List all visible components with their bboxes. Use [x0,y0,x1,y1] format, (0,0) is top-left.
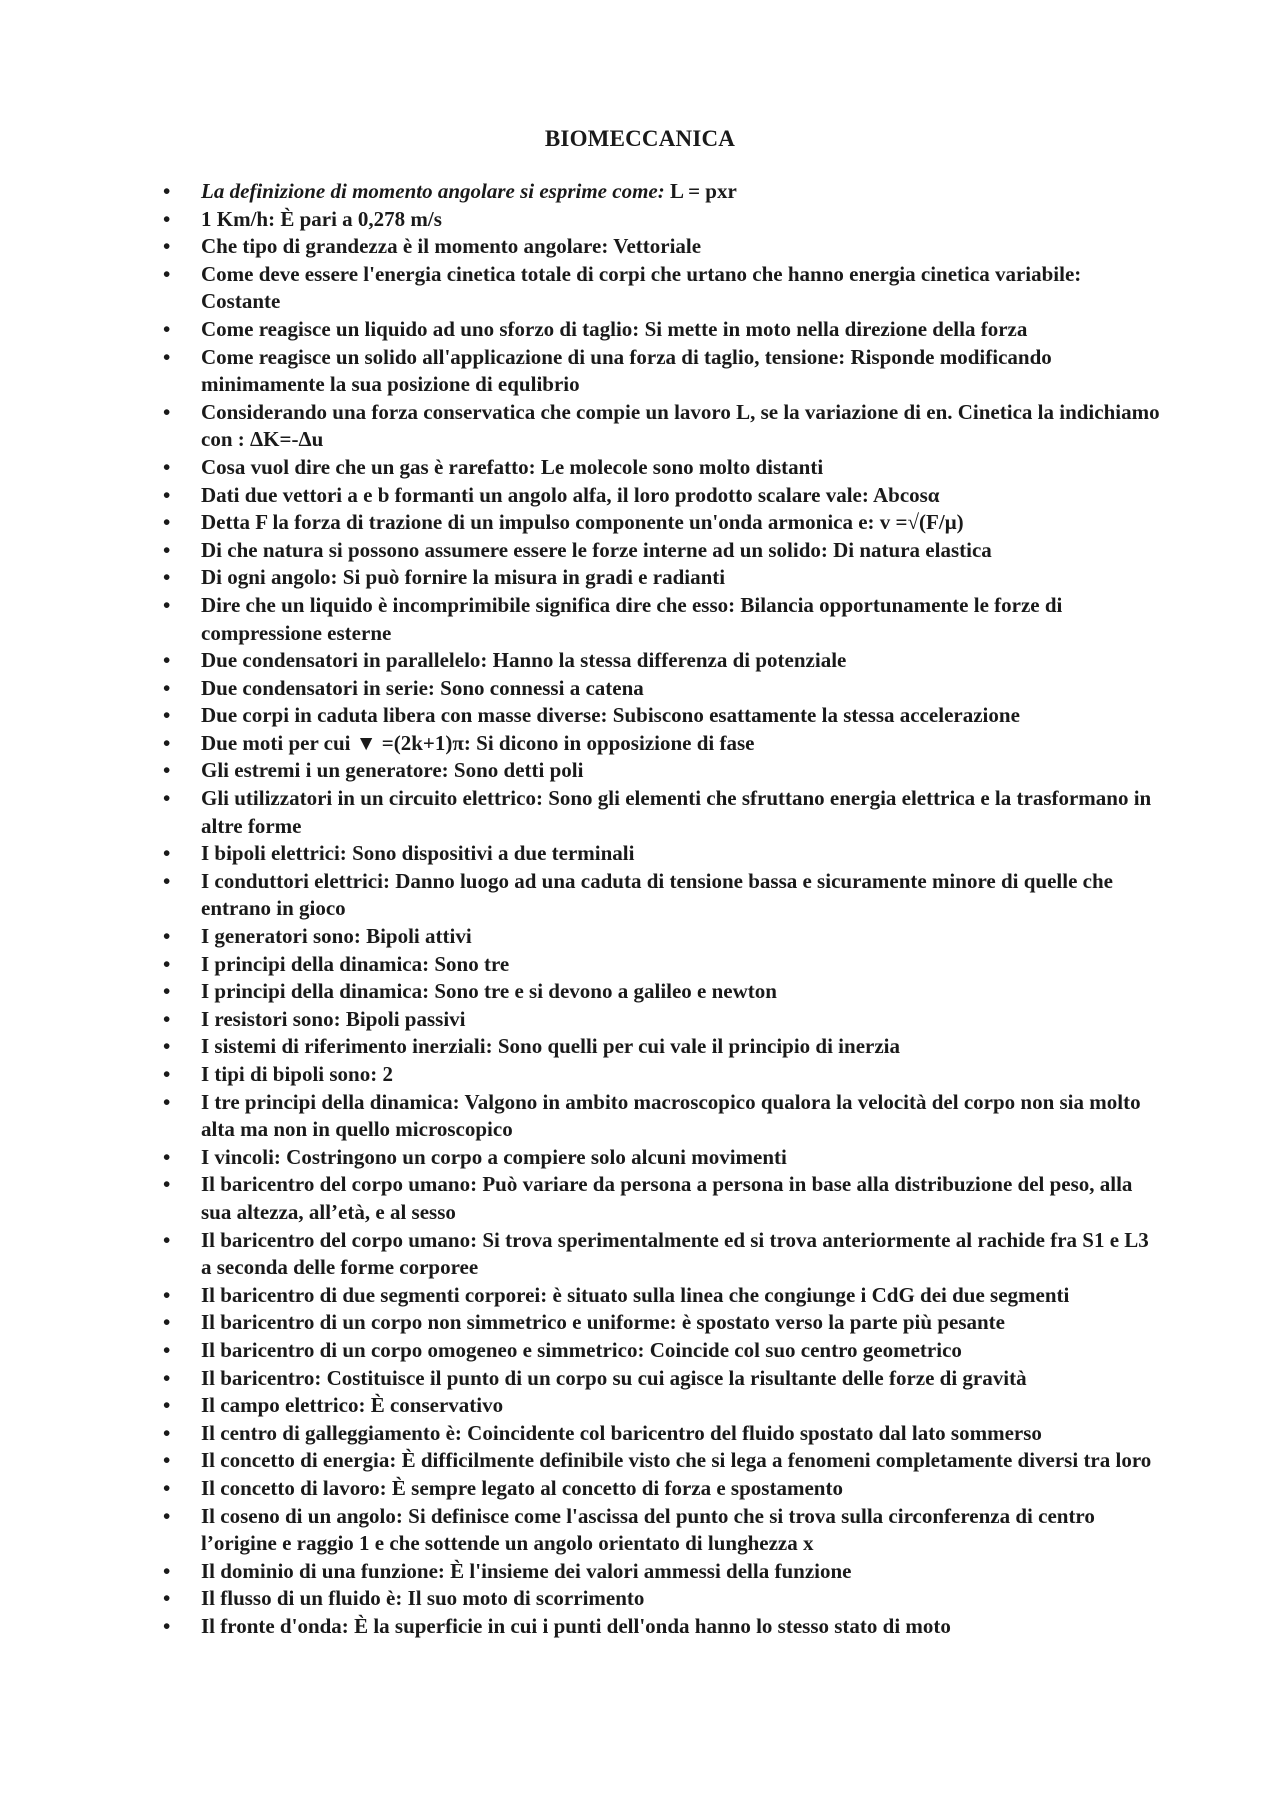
list-item [163,1420,1163,1448]
answer-text: Bilancia opportunamente le forze di compressione esterne [201,592,1063,645]
question-text: Due condensatori in parallelelo: [201,648,488,673]
question-text: Dati due vettori a e b formanti un angolo alfa, il loro prodotto scalare vale: [201,482,869,507]
list-item [163,1006,1163,1034]
answer-text: Di natura elastica [833,537,992,562]
question-text: Il centro di galleggiamento è: [201,1420,462,1445]
list-item [163,1171,1163,1226]
list-item [163,564,1163,592]
answer-text: Si può fornire la misura in gradi e radianti [342,565,726,590]
list-item [163,1558,1163,1586]
list-item [163,923,1163,951]
question-text: Due condensatori in serie: [201,675,435,700]
list-item [163,978,1163,1006]
question-text: Il baricentro del corpo umano: [201,1172,478,1197]
question-text: Detta F la forza di trazione di un impulso componente un'onda armonica e: [201,510,875,535]
question-text: I conduttori elettrici: [201,868,390,893]
answer-text: È sempre legato al concetto di forza e spostamento [391,1475,843,1500]
list-item [163,868,1163,923]
answer-text: Sono connessi a catena [440,675,644,700]
list-item [163,233,1163,261]
question-text: I bipoli elettrici: [201,841,347,866]
question-text: La definizione di momento angolare si esprime come: [201,179,665,203]
list-item [163,1061,1163,1089]
question-text: Due moti per cui ▼ =(2k+1)π: [201,730,471,755]
question-text: Di che natura si possono assumere essere le forze interne ad un solido: [201,537,828,562]
list-item [163,1365,1163,1393]
list-item [163,702,1163,730]
list-item [163,399,1163,454]
question-text: Cosa vuol dire che un gas è rarefatto: [201,454,536,479]
list-item [163,1585,1163,1613]
list-item [163,592,1163,647]
answer-text: Sono quelli per cui vale il principio di inerzia [497,1034,900,1059]
question-text: Il baricentro di un corpo non simmetrico e uniforme: [201,1310,677,1335]
answer-text: È difficilmente definibile visto che si lega a fenomeni completamente diversi tra loro [401,1448,1152,1473]
list-item [163,675,1163,703]
question-text: I resistori sono: [201,1006,341,1031]
answer-text: Coincide col suo centro geometrico [649,1337,962,1362]
answer-text: 2 [382,1062,393,1086]
answer-text: Si trova sperimentalmente ed si trova anteriormente al rachide fra S1 e L3 a seconda delle forme corporee [201,1227,1149,1280]
answer-text: Si definisce come l'ascissa del punto che si trova sulla circonferenza di centro l’origine e raggio 1 e che sottende un angolo orientato di lunghezza x [201,1503,1095,1556]
question-text: I principi della dinamica: [201,951,430,976]
list-item [163,647,1163,675]
list-item [163,1475,1163,1503]
list-item [163,261,1163,316]
answer-text: Risponde modificando minimamente la sua posizione di equlibrio [201,344,1052,397]
question-text: Il flusso di un fluido è: [201,1586,403,1611]
question-text: Il baricentro di due segmenti corporei: [201,1282,548,1307]
question-text: Come reagisce un solido all'applicazione di una forza di taglio, tensione: [201,344,846,369]
answer-text: Sono tre e si devono a galileo e newton [434,979,777,1004]
list-item [163,1392,1163,1420]
question-text: Il concetto di lavoro: [201,1475,387,1500]
question-text: Di ogni angolo: [201,565,338,590]
list-item [163,206,1163,234]
question-text: Il fronte d'onda: [201,1613,349,1638]
question-text: Il concetto di energia: [201,1448,397,1473]
answer-text: È l'insieme dei valori ammessi della funzione [450,1558,852,1583]
list-item [163,316,1163,344]
answer-text: Si dicono in opposizione di fase [476,730,755,755]
answer-text: è spostato verso la parte più pesante [681,1310,1005,1335]
question-text: Come deve essere l'energia cinetica totale di corpi che urtano che hanno energia cinetica variabile: [201,261,1082,286]
answer-text: Hanno la stessa differenza di potenziale [492,648,847,673]
question-text: Il baricentro di un corpo omogeneo e simmetrico: [201,1337,645,1362]
answer-text: Sono gli elementi che sfruttano energia elettrica e la trasformano in altre forme [201,786,1152,838]
answer-text: v =√(F/μ) [879,510,964,535]
question-text: Il baricentro del corpo umano: [201,1227,478,1252]
list-item [163,482,1163,510]
list-item [163,1337,1163,1365]
list-item [163,840,1163,868]
question-text: I principi della dinamica: [201,979,430,1004]
list-item [163,1309,1163,1337]
list-item [163,1282,1163,1310]
question-text: I sistemi di riferimento inerziali: [201,1034,493,1059]
answer-text: è situato sulla linea che congiunge i CdG dei due segmenti [552,1282,1070,1307]
answer-text: Il suo moto di scorrimento [407,1586,645,1611]
list-item [163,951,1163,979]
answer-text: È la superficie in cui i punti dell'onda hanno lo stesso stato di moto [354,1613,951,1638]
question-text: Considerando una forza conservatica che compie un lavoro L, se la variazione di en. Cinetica la indichiamo con : [201,399,1160,452]
list-item [163,1447,1163,1475]
list-item [163,1089,1163,1144]
answer-text: Valgono in ambito macroscopico qualora la velocità del corpo non sia molto alta ma non in quello microscopico [201,1089,1141,1142]
question-text: Che tipo di grandezza è il momento angolare: [201,234,609,259]
answer-text: Sono tre [434,951,510,976]
answer-text: Costante [201,289,281,314]
question-text: Il baricentro: [201,1365,322,1390]
answer-text: L = pxr [669,179,737,203]
question-text: Gli estremi i un generatore: [201,758,449,783]
question-text: Come reagisce un liquido ad uno sforzo di taglio: [201,316,640,341]
list-item [163,757,1163,785]
list-item [163,537,1163,565]
qa-list [163,178,1163,1640]
answer-text: Subiscono esattamente la stessa accelerazione [612,703,1020,728]
answer-text: Sono detti poli [453,758,584,783]
answer-text: Le molecole sono molto distanti [540,454,824,479]
list-item [163,509,1163,537]
question-text: Il coseno di un angolo: [201,1503,403,1528]
question-text: 1 Km/h: [201,206,276,231]
answer-text: È conservativo [370,1393,504,1418]
list-item [163,178,1163,206]
answer-text: Vettoriale [613,234,702,259]
question-text: Il campo elettrico: [201,1393,366,1418]
list-item [163,1227,1163,1282]
question-text: Il dominio di una funzione: [201,1558,445,1583]
list-item [163,1613,1163,1641]
document-title: BIOMECCANICA [544,126,736,151]
answer-text: Può variare da persona a persona in base alla distribuzione del peso, alla sua altezza, all’età, e al sesso [201,1172,1133,1224]
answer-text: Bipoli attivi [366,924,472,949]
answer-text: Sono dispositivi a due terminali [352,841,635,866]
question-text: Due corpi in caduta libera con masse diverse: [201,703,608,728]
answer-text: Danno luogo ad una caduta di tensione bassa e sicuramente minore di quelle che entrano in gioco [201,868,1113,921]
question-text: Gli utilizzatori in un circuito elettrico: [201,786,543,811]
answer-text: È pari a 0,278 m/s [280,206,442,231]
answer-text: Costituisce il punto di un corpo su cui agisce la risultante delle forze di gravità [326,1365,1027,1390]
list-item [163,730,1163,758]
question-text: I tipi di bipoli sono: [201,1062,378,1086]
list-item [163,1033,1163,1061]
question-text: I generatori sono: [201,924,361,949]
list-item [163,344,1163,399]
list-item [163,1503,1163,1558]
question-text: I vincoli: [201,1144,281,1169]
answer-text: Si mette in moto nella direzione della forza [644,316,1028,341]
list-item [163,785,1163,840]
answer-text: Costringono un corpo a compiere solo alcuni movimenti [286,1144,787,1169]
answer-text: Bipoli passivi [345,1006,466,1031]
answer-text: ΔK=-Δu [250,427,324,452]
list-item [163,1144,1163,1172]
question-text: I tre principi della dinamica: [201,1089,460,1114]
answer-text: Abcosα [872,482,940,507]
question-text: Dire che un liquido è incomprimibile significa dire che esso: [201,592,736,617]
list-item [163,454,1163,482]
answer-text: Coincidente col baricentro del fluido spostato dal lato sommerso [467,1420,1042,1445]
